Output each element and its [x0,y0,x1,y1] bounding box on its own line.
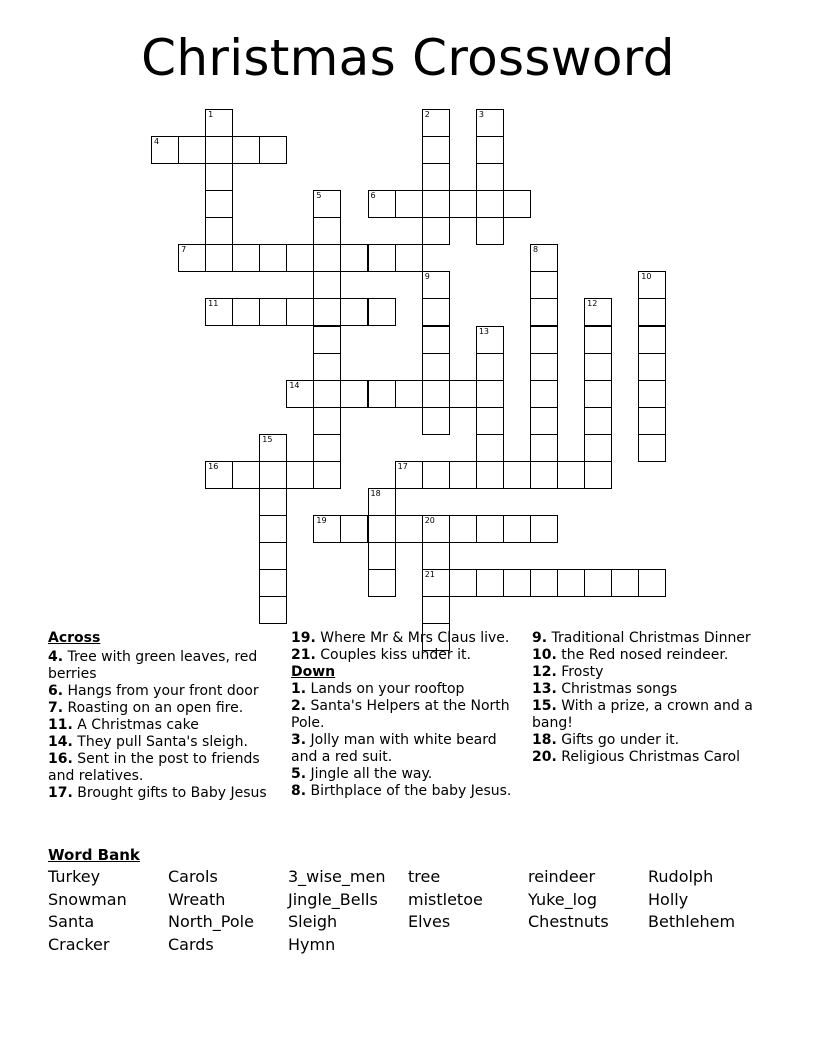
grid-cell[interactable] [178,244,206,272]
clue-number: 19 [316,516,327,526]
grid-cell[interactable] [313,217,341,245]
word-bank-item: mistletoe [408,889,483,909]
grid-cell[interactable] [313,244,341,272]
grid-cell[interactable] [449,515,477,543]
grid-cell[interactable] [584,461,612,489]
grid-cell[interactable] [422,542,450,570]
clue-number: 13 [478,326,490,336]
word-bank-title: Word Bank [48,846,140,864]
grid-cell[interactable] [638,353,666,381]
grid-cell[interactable] [259,542,287,570]
grid-cell[interactable] [205,244,233,272]
clue-number: 17 [397,461,408,471]
grid-cell[interactable] [340,298,368,326]
grid-cell[interactable] [368,244,396,272]
grid-cell[interactable] [313,326,341,354]
grid-cell[interactable] [476,190,504,218]
clue-down-2: 2. Santa's Helpers at the North Pole. [291,698,510,731]
grid-cell[interactable] [557,461,585,489]
grid-cell[interactable] [530,298,558,326]
word-bank-item: 3_wise_men [288,867,386,886]
grid-cell[interactable] [395,515,423,543]
grid-cell[interactable] [422,326,450,354]
grid-cell[interactable] [368,190,396,218]
grid-cell[interactable] [232,136,260,164]
grid-cell[interactable] [340,515,368,543]
word-bank-item: Snowman [48,889,127,909]
clue-across-4: 4. Tree with green leaves, red berries [48,649,258,682]
clues-column-1 [48,630,280,802]
grid-cell[interactable] [151,136,179,164]
grid-cell[interactable] [422,298,450,326]
grid-cell[interactable] [503,190,531,218]
clue-across-11: 11. A Christmas cake [48,717,199,733]
grid-cell[interactable] [638,569,666,597]
word-bank-item: Yuke_log [528,889,598,909]
clue-number: 8 [532,245,539,255]
grid-cell[interactable] [530,434,558,462]
grid-cell[interactable] [476,353,504,381]
grid-cell[interactable] [205,109,233,137]
grid-cell[interactable] [422,163,450,191]
grid-cell[interactable] [530,380,558,408]
clue-down-1: 1. Lands on your rooftop [291,681,465,697]
grid-cell[interactable] [232,298,260,326]
clue-number: 18 [370,488,381,498]
grid-cell[interactable] [368,515,396,543]
grid-cell[interactable] [395,190,423,218]
word-bank-item: reindeer [528,867,596,886]
grid-cell[interactable] [476,109,504,137]
clue-number: 14 [289,380,300,390]
grid-cell[interactable] [205,163,233,191]
grid-cell[interactable] [476,569,504,597]
grid-cell[interactable] [449,461,477,489]
grid-cell[interactable] [503,461,531,489]
grid-cell[interactable] [259,515,287,543]
grid-cell[interactable] [584,380,612,408]
clue-across-14: 14. They pull Santa's sleigh. [48,734,248,750]
grid-cell[interactable] [368,542,396,570]
grid-cell[interactable] [313,380,341,408]
grid-cell[interactable] [259,569,287,597]
word-bank-item: Cracker [48,934,110,954]
grid-cell[interactable] [530,326,558,354]
grid-cell[interactable] [313,190,341,218]
grid-cell[interactable] [205,190,233,218]
clue-across-19: 19. Where Mr & Mrs Claus live. [291,630,510,646]
grid-cell[interactable] [286,380,314,408]
grid-cell[interactable] [638,271,666,299]
grid-cell[interactable] [584,298,612,326]
grid-cell[interactable] [422,515,450,543]
clue-down-8: 8. Birthplace of the baby Jesus. [291,783,512,799]
grid-cell[interactable] [530,569,558,597]
grid-cell[interactable] [232,244,260,272]
grid-cell[interactable] [340,244,368,272]
clue-number: 4 [154,137,160,147]
grid-cell[interactable] [395,461,423,489]
grid-cell[interactable] [313,353,341,381]
grid-cell[interactable] [449,190,477,218]
grid-cell[interactable] [638,380,666,408]
grid-cell[interactable] [286,244,314,272]
clues-column-3 [532,630,768,766]
grid-cell[interactable] [476,461,504,489]
grid-cell[interactable] [584,569,612,597]
grid-cell[interactable] [368,488,396,516]
grid-cell[interactable] [368,569,396,597]
grid-cell[interactable] [476,380,504,408]
clue-down-5: 5. Jingle all the way. [291,766,433,782]
word-bank-item: Turkey [48,867,101,886]
clue-down-18: 18. Gifts go under it. [532,732,680,748]
grid-cell[interactable] [449,569,477,597]
word-bank-item: Holly [648,889,689,909]
grid-cell[interactable] [313,434,341,462]
clue-number: 3 [478,110,484,119]
grid-cell[interactable] [584,407,612,435]
clue-number: 1 [208,110,214,119]
grid-cell[interactable] [395,380,423,408]
grid-cell[interactable] [530,515,558,543]
grid-cell[interactable] [422,407,450,435]
grid-cell[interactable] [313,271,341,299]
grid-cell[interactable] [557,569,585,597]
word-bank-item: Sleigh [288,912,338,931]
grid-cell[interactable] [340,380,368,408]
grid-cell[interactable] [530,244,558,272]
clue-number: 16 [208,461,219,471]
grid-cell[interactable] [476,136,504,164]
clue-down-20: 20. Religious Christmas Carol [532,749,741,765]
grid-cell[interactable] [313,515,341,543]
grid-cell[interactable] [638,298,666,326]
word-bank-item: North_Pole [168,912,254,931]
grid-cell[interactable] [503,515,531,543]
clue-down-12: 12. Frosty [532,664,604,680]
clue-number: 6 [370,191,376,201]
clue-number: 10 [641,272,652,282]
grid-cell[interactable] [476,515,504,543]
grid-cell[interactable] [476,434,504,462]
grid-cell[interactable] [205,136,233,164]
clue-down-13: 13. Christmas songs [532,681,678,697]
page-title: Christmas Crossword [141,29,675,87]
grid-cell[interactable] [422,136,450,164]
grid-cell[interactable] [259,298,287,326]
grid-cell[interactable] [530,407,558,435]
grid-cell[interactable] [205,217,233,245]
grid-cell[interactable] [205,461,233,489]
grid-cell[interactable] [313,407,341,435]
clue-across-16: 16. Sent in the post to friends and relatives. [48,751,260,784]
grid-cell[interactable] [368,380,396,408]
down-heading: Down [291,664,336,680]
grid-cell[interactable] [530,271,558,299]
word-bank-item: Santa [48,912,95,931]
grid-cell[interactable] [503,569,531,597]
grid-cell[interactable] [476,217,504,245]
clue-number: 15 [262,434,273,444]
grid-cell[interactable] [286,461,314,489]
grid-cell[interactable] [259,461,287,489]
word-bank-item: Wreath [168,889,226,909]
word-bank-item: Chestnuts [528,912,609,931]
grid-cell[interactable] [638,434,666,462]
clue-number: 2 [424,110,430,119]
grid-cell[interactable] [422,461,450,489]
grid-cell[interactable] [530,353,558,381]
across-heading: Across [48,630,101,646]
grid-cell[interactable] [476,407,504,435]
clue-down-9: 9. Traditional Christmas Dinner [532,630,751,646]
clue-number: 11 [208,299,219,309]
grid-cell[interactable] [422,271,450,299]
grid-cell[interactable] [422,190,450,218]
clue-down-3: 3. Jolly man with white beard and a red suit. [291,732,497,765]
clue-number: 21 [424,570,435,580]
grid-cell[interactable] [422,380,450,408]
clue-across-6: 6. Hangs from your front door [48,683,259,699]
word-bank-item: Rudolph [648,867,714,886]
clue-down-15: 15. With a prize, a crown and a bang! [532,698,753,731]
grid-cell[interactable] [259,136,287,164]
word-bank [48,867,768,957]
grid-cell[interactable] [422,109,450,137]
word-bank-item: Carols [168,867,218,886]
grid-cell[interactable] [259,244,287,272]
grid-cell[interactable] [584,353,612,381]
clue-down-10: 10. the Red nosed reindeer. [532,647,729,663]
grid-cell[interactable] [584,434,612,462]
grid-cell[interactable] [313,298,341,326]
grid-cell[interactable] [422,217,450,245]
grid-cell[interactable] [449,380,477,408]
word-bank-item: Jingle_Bells [288,889,378,909]
grid-cell[interactable] [422,353,450,381]
clue-number: 5 [316,191,322,201]
word-bank-item: Bethlehem [648,912,736,931]
grid-cell[interactable] [259,434,287,462]
clue-across-21: 21. Couples kiss under it. [291,647,471,663]
word-bank-item: tree [408,867,441,886]
clue-number: 7 [181,245,187,255]
clue-number: 9 [424,272,430,282]
grid-cell[interactable] [232,461,260,489]
clue-number: 12 [587,299,598,309]
grid-cell[interactable] [368,298,396,326]
grid-cell[interactable] [205,298,233,326]
grid-cell[interactable] [530,461,558,489]
grid-cell[interactable] [259,488,287,516]
grid-cell[interactable] [286,298,314,326]
word-bank-item: Hymn [288,934,336,954]
grid-cell[interactable] [259,596,287,624]
word-bank-item: Elves [408,912,451,931]
clues-column-2 [291,630,527,800]
word-bank-item: Cards [168,934,214,954]
clue-number: 20 [424,516,435,526]
grid-cell[interactable] [422,569,450,597]
grid-cell[interactable] [638,407,666,435]
grid-cell[interactable] [584,326,612,354]
grid-cell[interactable] [313,461,341,489]
grid-cell[interactable] [395,244,423,272]
clue-across-17: 17. Brought gifts to Baby Jesus [48,785,267,801]
grid-cell[interactable] [611,569,639,597]
grid-cell[interactable] [422,596,450,624]
grid-cell[interactable] [178,136,206,164]
grid-cell[interactable] [476,163,504,191]
grid-cell[interactable] [476,326,504,354]
grid-cell[interactable] [638,326,666,354]
clue-across-7: 7. Roasting on an open fire. [48,700,244,716]
